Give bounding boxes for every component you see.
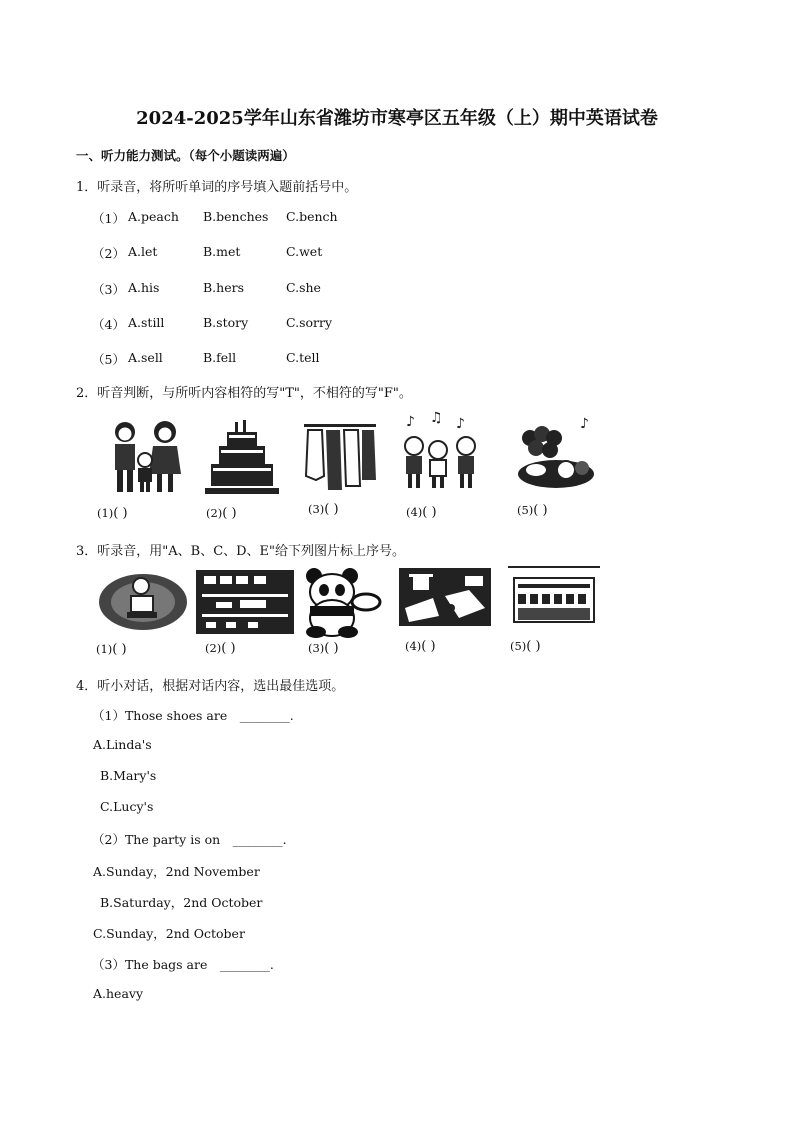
q1-option-c: C.bench	[286, 209, 338, 224]
q2-label: (4)	[406, 505, 423, 519]
q1-option-a: A.peach	[128, 209, 179, 224]
question-4-stem: 4．听小对话，根据对话内容，选出最佳选项。	[76, 679, 345, 694]
fruit-plate-icon	[516, 412, 600, 492]
q4-item-2-option-c: C.Sunday，2nd October	[93, 926, 245, 941]
q4-item-2-option-b: B.Saturday，2nd October	[100, 895, 263, 910]
q1-option-b: B.benches	[203, 209, 269, 224]
q4-item-2-question: （2）The party is on ________.	[92, 832, 287, 847]
question-2-stem: 2．听音判断，与所听内容相符的写"T"，不相符的写"F"。	[76, 386, 412, 401]
q3-label: (1)	[96, 642, 113, 656]
question-1-stem: 1．听录音，将所听单词的序号填入题前括号中。	[76, 180, 358, 195]
answer-bracket[interactable]: ( )	[222, 506, 237, 521]
q3-label: (2)	[205, 641, 222, 655]
q1-row-num: （1）	[92, 211, 125, 226]
q1-option-c: C.sorry	[286, 315, 333, 330]
panda-eating-icon	[300, 566, 384, 638]
answer-bracket[interactable]: ( )	[324, 641, 339, 656]
q4-item-3-option-a: A.heavy	[93, 986, 144, 1001]
q2-label: (5)	[517, 503, 534, 517]
answer-bracket[interactable]: ( )	[113, 506, 128, 521]
q3-item-5	[510, 639, 541, 654]
q1-option-b: B.fell	[203, 350, 237, 365]
q3-item-1	[96, 642, 127, 657]
section-heading: 一、听力能力测试。（每个小题读两遍）	[76, 148, 295, 163]
q2-label: (2)	[206, 506, 223, 520]
q1-option-b: B.story	[203, 315, 249, 330]
answer-bracket[interactable]: ( )	[112, 642, 127, 657]
q1-row-num: （4）	[92, 317, 125, 332]
q1-option-a: A.his	[128, 280, 160, 295]
answer-bracket[interactable]: ( )	[421, 639, 436, 654]
answer-bracket[interactable]: ( )	[324, 502, 339, 517]
q1-row-num: （2）	[92, 246, 125, 261]
building-icon	[508, 566, 600, 626]
park-scene-icon	[399, 568, 491, 626]
singing-children-icon	[400, 410, 484, 492]
svg-text:♫: ♫	[430, 410, 443, 426]
q2-label: (3)	[308, 502, 325, 516]
answer-bracket[interactable]: ( )	[422, 505, 437, 520]
q1-option-c: C.she	[286, 280, 321, 295]
blackboard-icon	[196, 570, 294, 634]
q3-item-4	[405, 639, 436, 654]
birthday-cake-icon	[205, 418, 279, 498]
q2-label: (1)	[97, 506, 114, 520]
svg-text:♪: ♪	[580, 416, 589, 432]
question-3-stem: 3．听录音，用"A、B、C、D、E"给下列图片标上序号。	[76, 544, 406, 559]
q2-item-5	[517, 503, 548, 518]
page-title: 2024-2025学年山东省潍坊市寒亭区五年级（上）期中英语试卷	[136, 108, 658, 129]
girl-reading-icon	[97, 570, 189, 634]
q3-item-3	[308, 641, 339, 656]
q1-option-b: B.hers	[203, 280, 244, 295]
q3-item-2	[205, 641, 236, 656]
q1-row-num: （5）	[92, 352, 125, 367]
q1-option-b: B.met	[203, 244, 241, 259]
q1-row-num: （3）	[92, 282, 125, 297]
q3-label: (3)	[308, 641, 325, 655]
q1-option-c: C.tell	[286, 350, 320, 365]
q2-item-4	[406, 505, 437, 520]
answer-bracket[interactable]: ( )	[526, 639, 541, 654]
svg-text:♪: ♪	[406, 414, 415, 430]
q4-item-1-option-b: B.Mary's	[100, 768, 157, 783]
q2-item-1	[97, 506, 128, 521]
clothes-rack-icon	[302, 420, 378, 494]
family-picture-icon	[107, 418, 185, 496]
q2-item-3	[308, 502, 339, 517]
q4-item-1-option-a: A.Linda's	[93, 737, 152, 752]
q3-label: (5)	[510, 639, 527, 653]
q3-label: (4)	[405, 639, 422, 653]
q2-item-2	[206, 506, 237, 521]
answer-bracket[interactable]: ( )	[221, 641, 236, 656]
answer-bracket[interactable]: ( )	[533, 503, 548, 518]
q4-item-2-option-a: A.Sunday，2nd November	[93, 864, 260, 879]
q1-option-c: C.wet	[286, 244, 323, 259]
q4-item-1-question: （1）Those shoes are ________.	[92, 708, 294, 723]
q1-option-a: A.sell	[128, 350, 163, 365]
q1-option-a: A.still	[128, 315, 165, 330]
q4-item-1-option-c: C.Lucy's	[100, 799, 154, 814]
q1-option-a: A.let	[128, 244, 158, 259]
q4-item-3-question: （3）The bags are ________.	[92, 957, 274, 972]
svg-text:♪: ♪	[456, 416, 465, 432]
